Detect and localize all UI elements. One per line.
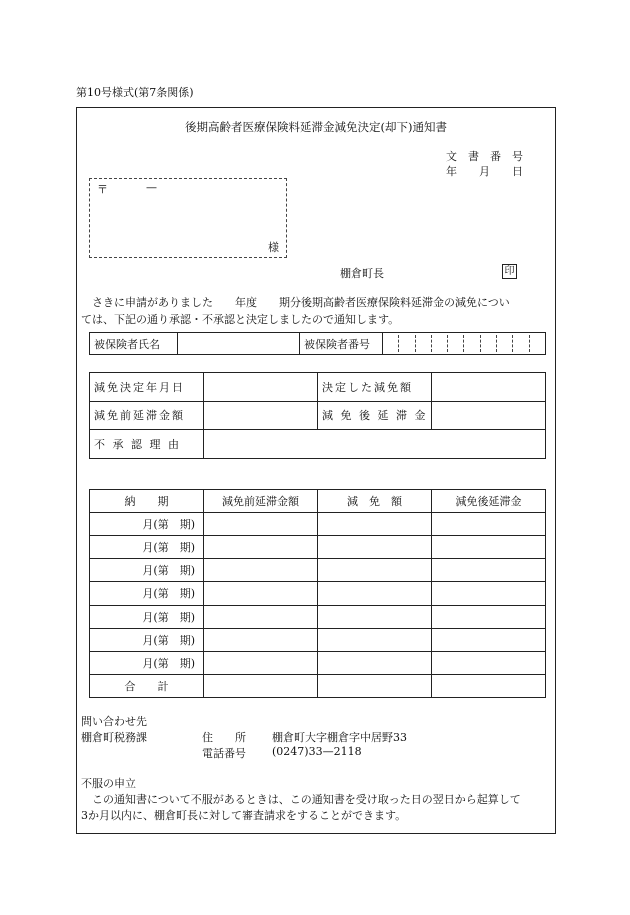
decision-table [89,372,546,459]
insured-table [89,332,546,355]
contact-address-label: 住 所 [202,731,246,744]
honorific: 様 [268,241,279,254]
rejection-reason-field [204,430,546,459]
postal-dash: — [146,181,157,194]
document-number-label: 文 書 番 号 [446,150,523,163]
before-reduction-field [204,401,318,430]
after-reduction-field [432,401,546,430]
appeal-line-2: 3か月以内に、棚倉町長に対して審査請求をすることができます。 [81,809,407,822]
decision-date-field [204,373,318,402]
intro-line-1: さきに申請がありました 年度 期分後期高齢者医療保険料延滞金の減免につい [92,296,510,309]
before-reduction-label: 減免前延滞金額 [90,401,204,430]
official-seal: 印 [502,264,517,279]
table-row [90,582,546,605]
header-reduction-amount: 減 免 額 [318,490,432,513]
period-cell: 月(第 期) [90,651,204,674]
header-before-amount: 減免前延滞金額 [204,490,318,513]
period-cell: 月(第 期) [90,536,204,559]
table-row [90,559,546,582]
insured-number-field [383,333,546,355]
contact-heading: 問い合わせ先 [81,715,147,728]
appeal-heading: 不服の申立 [81,777,136,790]
header-after-amount: 減免後延滞金 [432,490,546,513]
period-cell: 月(第 期) [90,559,204,582]
address-box [89,178,287,258]
issuer-name: 棚倉町長 [340,267,384,280]
insured-name-label: 被保険者氏名 [90,333,178,355]
rejection-reason-label: 不 承 認 理 由 [90,430,204,459]
decided-amount-label: 決定した減免額 [318,373,432,402]
schedule-table [89,489,546,698]
contact-office: 棚倉町税務課 [81,731,147,744]
period-cell: 月(第 期) [90,513,204,536]
contact-address: 棚倉町大字棚倉字中居野33 [272,731,407,744]
appeal-line-1: この通知書について不服があるときは、この通知書を受け取った日の翌日から起算して [92,793,521,806]
contact-phone: (0247)33—2118 [272,745,362,758]
after-reduction-label: 減 免 後 延 滞 金 [318,401,432,430]
period-cell: 月(第 期) [90,605,204,628]
period-cell: 月(第 期) [90,628,204,651]
postal-mark: 〒 [97,183,108,196]
table-row [90,628,546,651]
document-title: 後期高齢者医療保険料延滞金減免決定(却下)通知書 [185,120,447,134]
header-due-period: 納 期 [90,490,204,513]
decided-amount-field [432,373,546,402]
contact-phone-label: 電話番号 [202,747,246,760]
form-number: 第10号様式(第7条関係) [76,86,194,99]
table-row [90,513,546,536]
table-row [90,651,546,674]
table-row [90,605,546,628]
decision-date-label: 減免決定年月日 [90,373,204,402]
period-cell: 月(第 期) [90,582,204,605]
insured-number-label: 被保険者番号 [300,333,383,355]
intro-line-2: ては、下記の通り承認・不承認と決定しましたので通知します。 [81,313,400,326]
table-row [90,536,546,559]
insured-name-field [178,333,300,355]
total-row [90,674,546,697]
total-label: 合 計 [90,674,204,697]
date-label: 年 月 日 [446,165,523,178]
